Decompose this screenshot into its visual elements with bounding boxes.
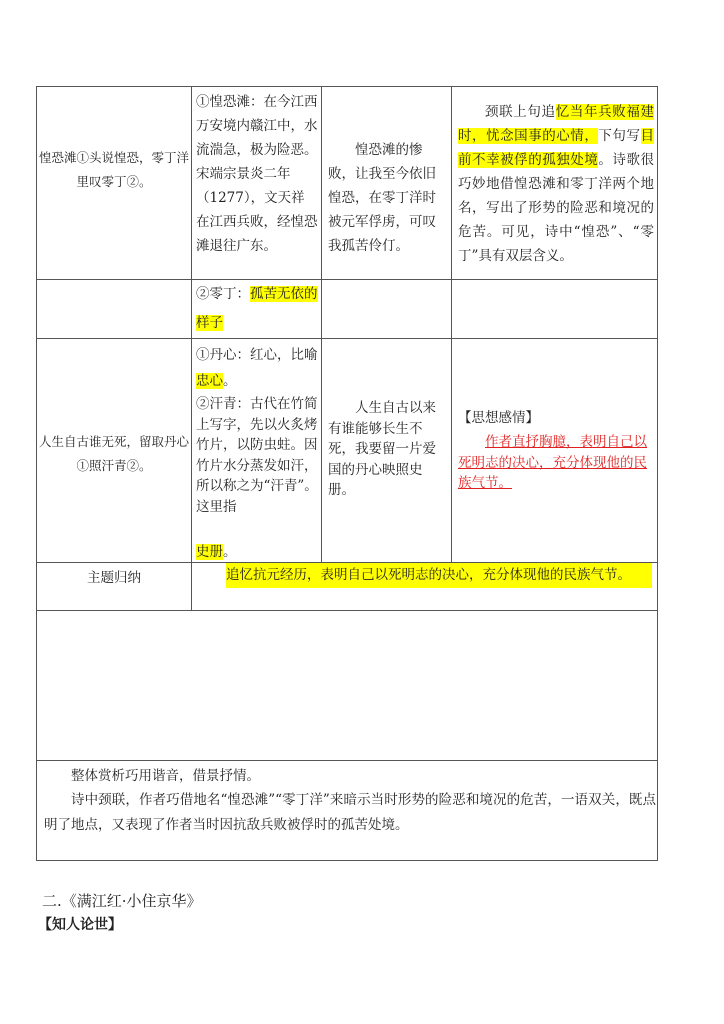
annotation-text: ①丹心：红心，比喻	[196, 347, 318, 363]
translation: 惶恐滩的惨败，让我至今依旧惶恐，在零丁洋时被元军俘虏，可叹我孤苦伶仃。	[328, 142, 436, 254]
highlight: 孤苦无依的样子	[196, 286, 318, 331]
annotation-text: ②零丁：	[196, 286, 250, 302]
highlight: 忠心	[196, 373, 223, 389]
analysis-text: 颈联上句追	[485, 104, 556, 120]
annotation	[196, 280, 318, 338]
table-border	[36, 86, 658, 87]
emotion-text: 作者直抒胸臆，表明自己以死明志的决心，充分体现他的民族气节。	[458, 434, 647, 491]
highlight: 忆当年兵败福建时，忧念国事的心情，	[458, 104, 655, 144]
emotion-label: 【思想感情】	[458, 410, 539, 426]
annotation: ①惶恐滩：在今江西万安境内赣江中，水流湍急，极为险恶。宋端宗景炎二年（1277），文天祥在江西兵败，经惶恐滩退往广东。	[196, 94, 318, 254]
highlight: 史册	[196, 543, 223, 560]
annotation	[196, 342, 318, 394]
theme-text: 追忆抗元经历，表明自己以死明志的决心，充分体现他的民族气节。	[226, 563, 652, 588]
highlight: 目前不幸被俘的孤独处境	[458, 128, 655, 168]
annotation	[196, 394, 318, 566]
translation: 人生自古以来有谁能够长生不死，我要留一片爱国的丹心映照史册。	[328, 400, 436, 498]
table-border	[191, 86, 192, 610]
table-border	[321, 86, 322, 562]
table-border	[36, 610, 658, 611]
table-border	[657, 86, 658, 860]
table-border	[36, 86, 37, 860]
analysis-text: 。诗歌很巧妙地借惶恐滩和零丁洋两个地名，写出了形势的险恶和境况的危苦。可见，诗中“惶恐”、“零丁”具有双层含义。	[458, 152, 655, 264]
annotation-text: 。	[223, 543, 237, 560]
section-title: 二.《满江红·小住京华》	[42, 892, 202, 910]
poem-line: 惶恐滩①头说惶恐，零丁洋里叹零丁②。	[38, 150, 189, 189]
table-border	[36, 338, 658, 339]
poem-line: 人生自古谁无死，留取丹心①照汗青②。	[38, 434, 189, 473]
table-border	[36, 279, 658, 280]
appreciation-summary: 整体赏析巧用谐音，借景抒情。	[71, 768, 260, 784]
section-subtitle: 【知人论世】	[38, 917, 122, 933]
table-border	[451, 86, 452, 562]
analysis-text: 下句写	[598, 128, 641, 144]
annotation-text: 。	[223, 373, 237, 389]
theme-label: 主题归纳	[87, 570, 141, 586]
table-border	[36, 760, 658, 761]
table-border	[36, 860, 658, 861]
appreciation-detail: 诗中颈联，作者巧借地名“惶恐滩”“零丁洋”来暗示当时形势的险恶和境况的危苦，一语双关，既点明了地点，又表现了作者当时因抗敌兵败被俘时的孤苦处境。	[44, 792, 656, 833]
annotation-text: ②汗青：古代在竹简上写字，先以火炙烤竹片，以防虫蛀。因竹片水分蒸发如汗，所以称之为“汗青”。这里指	[196, 396, 318, 515]
analysis	[458, 100, 654, 268]
